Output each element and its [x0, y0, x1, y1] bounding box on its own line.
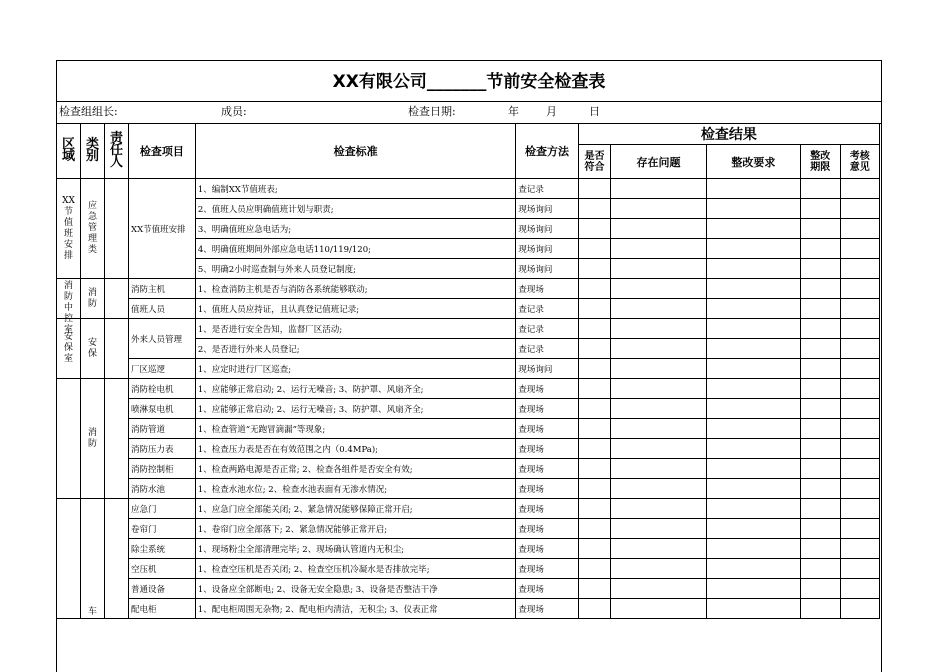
conform-cell[interactable]: [578, 599, 611, 619]
rectify-cell[interactable]: [706, 179, 800, 199]
header-rectify-requirement: 整改要求: [706, 145, 800, 179]
rectify-cell[interactable]: [706, 439, 800, 459]
problem-cell[interactable]: [611, 499, 706, 519]
deadline-cell[interactable]: [801, 479, 840, 499]
method-cell: 查记录: [516, 319, 578, 339]
method-cell: 查现场: [516, 459, 578, 479]
opinion-cell[interactable]: [840, 219, 879, 239]
responsible-cell[interactable]: [105, 499, 129, 619]
rectify-cell[interactable]: [706, 479, 800, 499]
sheet-title: XX有限公司_______节前安全检查表: [57, 61, 881, 102]
deadline-cell[interactable]: [801, 319, 840, 339]
opinion-cell[interactable]: [840, 599, 879, 619]
problem-cell[interactable]: [611, 299, 706, 319]
problem-cell[interactable]: [611, 279, 706, 299]
header-problem: 存在问题: [611, 145, 706, 179]
deadline-cell[interactable]: [801, 379, 840, 399]
category-cell: 消防: [81, 279, 105, 319]
header-category: 类别: [81, 124, 105, 179]
header-responsible: 责任人: [105, 124, 129, 179]
standard-cell: 1、编制XX节值班表;: [195, 179, 516, 199]
responsible-cell[interactable]: [105, 379, 129, 499]
opinion-cell[interactable]: [840, 539, 879, 559]
item-cell: 空压机: [129, 559, 196, 579]
header-result: 检查结果: [578, 124, 879, 145]
rectify-cell[interactable]: [706, 339, 800, 359]
item-cell: 喷淋泵电机: [129, 399, 196, 419]
rectify-cell[interactable]: [706, 279, 800, 299]
conform-cell[interactable]: [578, 459, 611, 479]
deadline-cell[interactable]: [801, 299, 840, 319]
opinion-cell[interactable]: [840, 579, 879, 599]
standard-cell: 1、现场粉尘全部清理完毕; 2、现场确认管道内无积尘;: [195, 539, 516, 559]
deadline-cell[interactable]: [801, 539, 840, 559]
deadline-cell[interactable]: [801, 579, 840, 599]
conform-cell[interactable]: [578, 259, 611, 279]
conform-cell[interactable]: [578, 519, 611, 539]
deadline-cell[interactable]: [801, 399, 840, 419]
method-cell: 查现场: [516, 539, 578, 559]
problem-cell[interactable]: [611, 579, 706, 599]
standard-cell: 1、应能够正常启动; 2、运行无噪音; 3、防护罩、风扇齐全;: [195, 379, 516, 399]
method-cell: 查现场: [516, 439, 578, 459]
opinion-cell[interactable]: [840, 199, 879, 219]
standard-cell: 1、检查消防主机是否与消防各系统能够联动;: [195, 279, 516, 299]
item-cell: 外来人员管理: [129, 319, 196, 359]
rectify-cell[interactable]: [706, 259, 800, 279]
deadline-cell[interactable]: [801, 279, 840, 299]
standard-cell: 1、检查两路电源是否正常; 2、检查各组件是否安全有效;: [195, 459, 516, 479]
rectify-cell[interactable]: [706, 319, 800, 339]
conform-cell[interactable]: [578, 359, 611, 379]
header-conform: 是否符合: [578, 145, 611, 179]
opinion-cell[interactable]: [840, 479, 879, 499]
problem-cell[interactable]: [611, 399, 706, 419]
standard-cell: 1、检查管道“无跑冒滴漏”等现象;: [195, 419, 516, 439]
opinion-cell[interactable]: [840, 499, 879, 519]
check-table: [56, 123, 880, 619]
problem-cell[interactable]: [611, 219, 706, 239]
conform-cell[interactable]: [578, 279, 611, 299]
conform-cell[interactable]: [578, 539, 611, 559]
conform-cell[interactable]: [578, 559, 611, 579]
item-cell: 消防栓电机: [129, 379, 196, 399]
method-cell: 查记录: [516, 299, 578, 319]
method-cell: 查现场: [516, 499, 578, 519]
deadline-cell[interactable]: [801, 419, 840, 439]
area-cell: 安保室: [57, 319, 81, 379]
opinion-cell[interactable]: [840, 179, 879, 199]
method-cell: 现场询问: [516, 239, 578, 259]
problem-cell[interactable]: [611, 599, 706, 619]
standard-cell: 2、是否进行外来人员登记;: [195, 339, 516, 359]
standard-cell: 1、是否进行安全告知，监督厂区活动;: [195, 319, 516, 339]
standard-cell: 5、明确2小时巡查制与外来人员登记制度;: [195, 259, 516, 279]
opinion-cell[interactable]: [840, 299, 879, 319]
rectify-cell[interactable]: [706, 199, 800, 219]
rectify-cell[interactable]: [706, 519, 800, 539]
problem-cell[interactable]: [611, 199, 706, 219]
deadline-cell[interactable]: [801, 359, 840, 379]
category-cell: 安保: [81, 319, 105, 379]
method-cell: 查记录: [516, 339, 578, 359]
deadline-cell[interactable]: [801, 599, 840, 619]
item-cell: 消防水池: [129, 479, 196, 499]
conform-cell[interactable]: [578, 339, 611, 359]
conform-cell[interactable]: [578, 479, 611, 499]
conform-cell[interactable]: [578, 319, 611, 339]
rectify-cell[interactable]: [706, 219, 800, 239]
rectify-cell[interactable]: [706, 239, 800, 259]
header-opinion: 考核意见: [840, 145, 879, 179]
method-cell: 查现场: [516, 519, 578, 539]
category-cell: 车: [81, 499, 105, 619]
conform-cell[interactable]: [578, 299, 611, 319]
method-cell: 查现场: [516, 579, 578, 599]
item-cell: 消防控制柜: [129, 459, 196, 479]
standard-cell: 1、值班人员应持证，且认真登记值班记录;: [195, 299, 516, 319]
standard-cell: 1、检查压力表是否在有效范围之内（0.4MPa);: [195, 439, 516, 459]
conform-cell[interactable]: [578, 579, 611, 599]
problem-cell[interactable]: [611, 359, 706, 379]
problem-cell[interactable]: [611, 479, 706, 499]
opinion-cell[interactable]: [840, 559, 879, 579]
area-cell: [57, 279, 81, 335]
item-cell: 配电柜: [129, 599, 196, 619]
deadline-cell[interactable]: [801, 259, 840, 279]
opinion-cell[interactable]: [840, 459, 879, 479]
method-cell: 查现场: [516, 279, 578, 299]
conform-cell[interactable]: [578, 499, 611, 519]
conform-cell[interactable]: [578, 219, 611, 239]
rectify-cell[interactable]: [706, 379, 800, 399]
item-cell: 消防压力表: [129, 439, 196, 459]
rectify-cell[interactable]: [706, 419, 800, 439]
problem-cell[interactable]: [611, 379, 706, 399]
method-cell: 现场询问: [516, 259, 578, 279]
item-cell: 消防主机: [129, 279, 196, 299]
date-label: 检查日期:: [408, 105, 456, 118]
leader-label: 检查组组长:: [59, 105, 118, 118]
rectify-cell[interactable]: [706, 359, 800, 379]
conform-cell[interactable]: [578, 439, 611, 459]
conform-cell[interactable]: [578, 399, 611, 419]
inspection-sheet: [56, 60, 882, 672]
rectify-cell[interactable]: [706, 539, 800, 559]
deadline-cell[interactable]: [801, 239, 840, 259]
problem-cell[interactable]: [611, 259, 706, 279]
responsible-cell[interactable]: [105, 279, 129, 319]
method-cell: 现场询问: [516, 359, 578, 379]
header-method: 检查方法: [516, 124, 578, 179]
month-label: 月: [546, 105, 557, 118]
opinion-cell[interactable]: [840, 419, 879, 439]
deadline-cell[interactable]: [801, 519, 840, 539]
standard-cell: 3、明确值班应急电话为;: [195, 219, 516, 239]
conform-cell[interactable]: [578, 419, 611, 439]
opinion-cell[interactable]: [840, 399, 879, 419]
problem-cell[interactable]: [611, 239, 706, 259]
area-cell: [57, 379, 81, 499]
opinion-cell[interactable]: [840, 339, 879, 359]
deadline-cell[interactable]: [801, 219, 840, 239]
category-cell: 应急管理类: [81, 179, 105, 279]
item-cell: 应急门: [129, 499, 196, 519]
problem-cell[interactable]: [611, 539, 706, 559]
standard-cell: 1、检查空压机是否关闭; 2、检查空压机冷凝水是否排放完毕;: [195, 559, 516, 579]
rectify-cell[interactable]: [706, 399, 800, 419]
rectify-cell[interactable]: [706, 599, 800, 619]
rectify-cell[interactable]: [706, 499, 800, 519]
info-row: [57, 101, 881, 124]
area-cell: XX节值班安排: [57, 179, 81, 279]
item-cell: 值班人员: [129, 299, 196, 319]
day-label: 日: [589, 105, 600, 118]
deadline-cell[interactable]: [801, 199, 840, 219]
standard-cell: 1、应定时进行厂区巡查;: [195, 359, 516, 379]
opinion-cell[interactable]: [840, 379, 879, 399]
method-cell: 现场询问: [516, 199, 578, 219]
standard-cell: 2、值班人员应明确值班计划与职责;: [195, 199, 516, 219]
problem-cell[interactable]: [611, 419, 706, 439]
standard-cell: 1、设备应全部断电; 2、设备无安全隐患; 3、设备是否整洁干净: [195, 579, 516, 599]
opinion-cell[interactable]: [840, 239, 879, 259]
year-label: 年: [508, 105, 519, 118]
problem-cell[interactable]: [611, 559, 706, 579]
deadline-cell[interactable]: [801, 339, 840, 359]
standard-cell: 1、卷帘门应全部落下; 2、紧急情况能够正常开启;: [195, 519, 516, 539]
opinion-cell[interactable]: [840, 519, 879, 539]
problem-cell[interactable]: [611, 459, 706, 479]
standard-cell: 4、明确值班期间外部应急电话110/119/120;: [195, 239, 516, 259]
method-cell: 查现场: [516, 379, 578, 399]
item-cell: 除尘系统: [129, 539, 196, 559]
responsible-cell[interactable]: [105, 179, 129, 279]
deadline-cell[interactable]: [801, 179, 840, 199]
standard-cell: 1、检查水池水位; 2、检查水池表面有无渗水情况;: [195, 479, 516, 499]
problem-cell[interactable]: [611, 339, 706, 359]
area-text: 消防中控室: [64, 280, 74, 335]
responsible-cell[interactable]: [105, 319, 129, 379]
problem-cell[interactable]: [611, 179, 706, 199]
method-cell: 查现场: [516, 559, 578, 579]
opinion-cell[interactable]: [840, 279, 879, 299]
method-cell: 查现场: [516, 479, 578, 499]
problem-cell[interactable]: [611, 519, 706, 539]
item-cell: 卷帘门: [129, 519, 196, 539]
deadline-cell[interactable]: [801, 459, 840, 479]
opinion-cell[interactable]: [840, 359, 879, 379]
problem-cell[interactable]: [611, 439, 706, 459]
deadline-cell[interactable]: [801, 499, 840, 519]
rectify-cell[interactable]: [706, 579, 800, 599]
standard-cell: 1、应急门应全部能关闭; 2、紧急情况能够保障正常开启;: [195, 499, 516, 519]
method-cell: 查记录: [516, 179, 578, 199]
opinion-cell[interactable]: [840, 439, 879, 459]
deadline-cell[interactable]: [801, 439, 840, 459]
rectify-cell[interactable]: [706, 459, 800, 479]
header-standard: 检查标准: [195, 124, 516, 179]
item-cell: 消防管道: [129, 419, 196, 439]
standard-cell: 1、配电柜周围无杂物; 2、配电柜内清洁，无积尘; 3、仪表正常: [195, 599, 516, 619]
opinion-cell[interactable]: [840, 319, 879, 339]
header-area: 区域: [57, 124, 81, 179]
method-cell: 查现场: [516, 419, 578, 439]
category-cell: 消防: [81, 379, 105, 499]
header-item: 检查项目: [129, 124, 196, 179]
rectify-cell[interactable]: [706, 299, 800, 319]
conform-cell[interactable]: [578, 379, 611, 399]
conform-cell[interactable]: [578, 179, 611, 199]
header-deadline: 整改期限: [801, 145, 840, 179]
area-cell: [57, 499, 81, 619]
conform-cell[interactable]: [578, 199, 611, 219]
method-cell: 现场询问: [516, 219, 578, 239]
method-cell: 查现场: [516, 599, 578, 619]
method-cell: 查现场: [516, 399, 578, 419]
item-cell: 厂区巡逻: [129, 359, 196, 379]
opinion-cell[interactable]: [840, 259, 879, 279]
rectify-cell[interactable]: [706, 559, 800, 579]
item-cell: 普通设备: [129, 579, 196, 599]
deadline-cell[interactable]: [801, 559, 840, 579]
members-label: 成员:: [221, 105, 247, 118]
problem-cell[interactable]: [611, 319, 706, 339]
item-cell: XX节值班安排: [129, 179, 196, 279]
standard-cell: 1、应能够正常启动; 2、运行无噪音; 3、防护罩、风扇齐全;: [195, 399, 516, 419]
conform-cell[interactable]: [578, 239, 611, 259]
